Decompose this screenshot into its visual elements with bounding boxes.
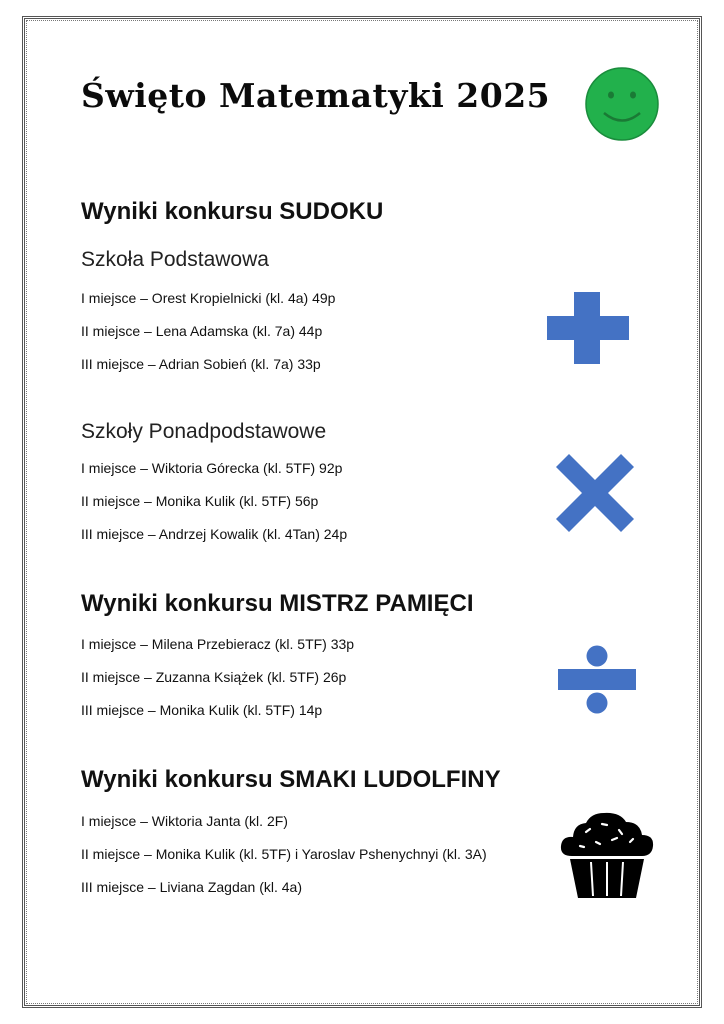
sudoku-primary-result-2: II miejsce – Lena Adamska (kl. 7a) 44p (81, 323, 323, 339)
sudoku-primary-result-1: I miejsce – Orest Kropielnicki (kl. 4a) 49p (81, 290, 336, 306)
pi-result-3: III miejsce – Liviana Zagdan (kl. 4a) (81, 879, 302, 895)
primary-school-subheading: Szkoła Podstawowa (81, 248, 269, 271)
divide-icon (558, 645, 636, 715)
page-title: Święto Matematyki 2025 (81, 76, 551, 115)
muffin-icon (558, 810, 656, 900)
memory-result-1: I miejsce – Milena Przebieracz (kl. 5TF) 33p (81, 636, 355, 652)
multiply-icon (556, 454, 634, 532)
sudoku-heading: Wyniki konkursu SUDOKU (81, 198, 384, 225)
plus-icon (547, 292, 629, 364)
sudoku-secondary-result-3: III miejsce – Andrzej Kowalik (kl. 4Tan) 24p (81, 526, 348, 542)
sudoku-secondary-result-2: II miejsce – Monika Kulik (kl. 5TF) 56p (81, 493, 319, 509)
smiley-face-icon (584, 66, 660, 142)
memory-heading: Wyniki konkursu MISTRZ PAMIĘCI (81, 590, 474, 617)
memory-result-2: II miejsce – Zuzanna Książek (kl. 5TF) 26p (81, 669, 347, 685)
secondary-school-subheading: Szkoły Ponadpodstawowe (81, 420, 327, 443)
pi-result-2: II miejsce – Monika Kulik (kl. 5TF) i Yaroslav Pshenychnyi (kl. 3A) (81, 846, 487, 862)
pi-result-1: I miejsce – Wiktoria Janta (kl. 2F) (81, 813, 288, 829)
memory-result-3: III miejsce – Monika Kulik (kl. 5TF) 14p (81, 702, 323, 718)
sudoku-secondary-result-1: I miejsce – Wiktoria Górecka (kl. 5TF) 92p (81, 460, 343, 476)
sudoku-primary-result-3: III miejsce – Adrian Sobień (kl. 7a) 33p (81, 356, 321, 372)
pi-heading: Wyniki konkursu SMAKI LUDOLFINY (81, 766, 501, 793)
